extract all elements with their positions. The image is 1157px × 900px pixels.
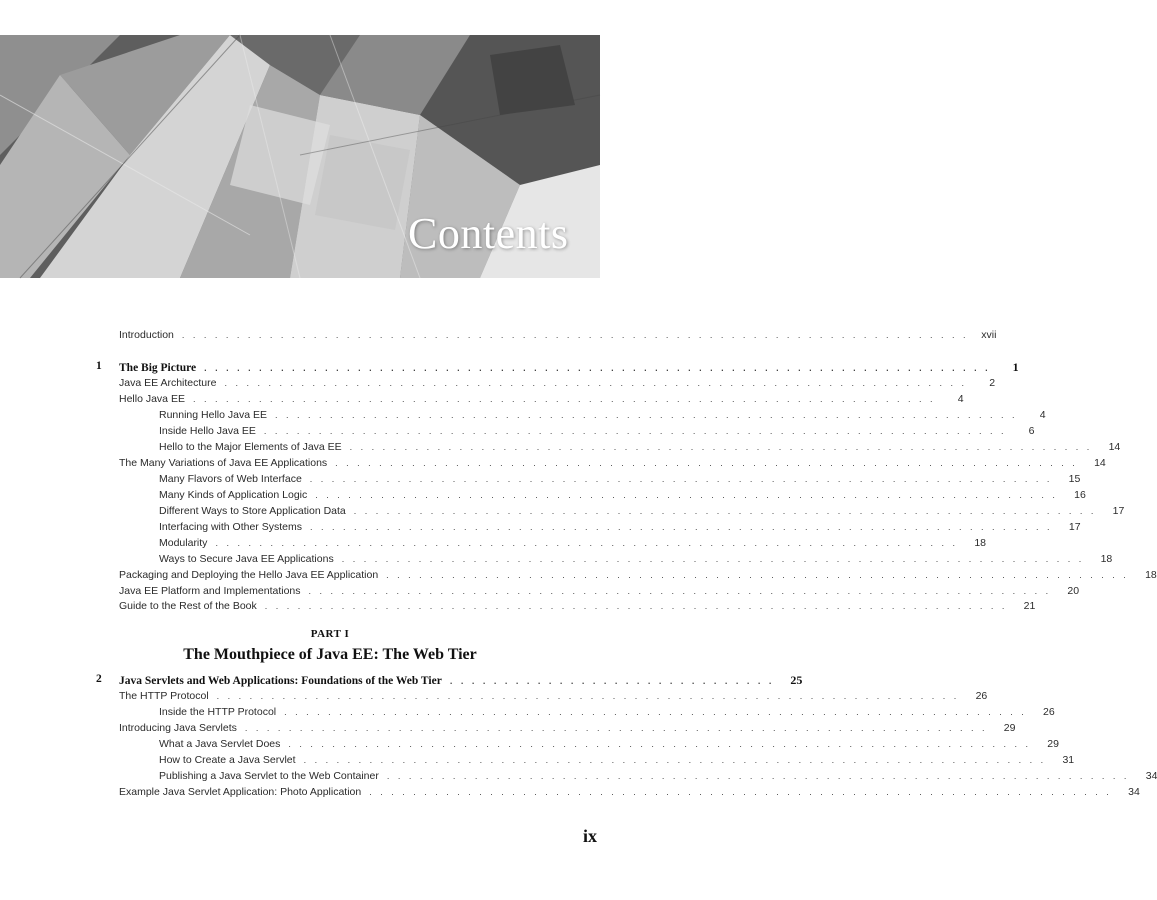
dot-leader: . . . . . . . . . . . . . . . . . . . . . . . . . . . . . . . . . . . . . . . . . . . . . . . . . . . . . . . . . . . . . . . . . . . .: [264, 601, 1008, 611]
toc-entry-label: The Many Variations of Java EE Applications: [119, 457, 328, 469]
toc-entry-page: 31: [1062, 754, 1075, 766]
toc-entry-page: 26: [975, 690, 988, 702]
dot-leader: . . . . . . . . . . . . . . . . . . . . . . . . . . . . . . . . . . . . . . . . . . . . . . . . . . . . . . . . . . . . . . . . . . . .: [288, 739, 1031, 749]
toc-entry-page: 4: [1039, 409, 1046, 421]
dot-leader: . . . . . . . . . . . . . . . . . . . . . . . . . . . . . . . . . . . . . . . . . . . . . . . . . . . . . . . . . . . . . . . . . . . .: [315, 490, 1058, 500]
toc-entry: [159, 441, 1121, 453]
toc-entry-label: Running Hello Java EE: [159, 409, 267, 421]
toc-entry-page: 16: [1074, 489, 1086, 501]
toc-entry: [119, 600, 1036, 612]
toc-chapter-1: [119, 360, 1019, 375]
toc-entry-page: 18: [974, 537, 987, 549]
toc-entry: [119, 786, 1140, 798]
toc-entry: [159, 537, 987, 549]
toc-entry-page: 18: [1100, 553, 1113, 565]
dot-leader: . . . . . . . . . . . . . . . . . . . . . . . . . . . . . . . . . . . . . . . . . . . . . . . . . . . . . . . . . . . . . . . . . . . .: [303, 755, 1047, 765]
dot-leader: . . . . . . . . . . . . . . . . . . . . . . . . . . . . . . . . . . . . . . . . . . . . . . . . . . . . . . . . . . . . . . . . . . . .: [341, 554, 1085, 564]
dot-leader: . . . . . . . . . . . . . . . . . . . . . . . . . . . . . . . . . . . . . . . . . . . . . . . . . . . . . . . . . . . . . . . . . . . .: [263, 426, 1007, 436]
page-title: Contents: [408, 209, 569, 258]
dot-leader: . . . . . . . . . . . . . . . . . . . . . . . . . . . . . . . . . . . . . . . . . . . . . . . . . . . . . . . . . . . . . . . . . . . .: [353, 506, 1097, 516]
dot-leader: . . . . . . . . . . . . . . . . . . . . . . . . . . . . . . . . . . . . . . . . . . . . . . . . . . . . . . . . . . . . . . . . . . . . . . . .: [181, 330, 969, 340]
toc-entry-label: The HTTP Protocol: [119, 690, 209, 702]
toc-entry-label: Interfacing with Other Systems: [159, 521, 302, 533]
toc-entry: [159, 489, 1086, 501]
toc-entry-label: How to Create a Java Servlet: [159, 754, 296, 766]
toc-entry: [159, 738, 1059, 750]
toc-entry: [159, 770, 1157, 782]
dot-leader: . . . . . . . . . . . . . . . . . . . . . . . . . . . . . . . . . . . . . . . . . . . . . . . . . . . . . . . . . . . . . . . . . . . .: [308, 586, 1052, 596]
dot-leader: . . . . . . . . . . . . . . . . . . . . . . . . . . . . . . . . . . . . . . . . . . . . . . . . . . . . . . . . . . . . . . . . . . . .: [192, 394, 936, 404]
toc-entry: [119, 393, 964, 405]
toc-entry-label: Guide to the Rest of the Book: [119, 600, 257, 612]
toc-entry-page: 26: [1043, 706, 1055, 718]
chapter-title: The Big Picture: [119, 362, 197, 374]
toc-entry: [159, 473, 1081, 485]
toc-entry-label: Introducing Java Servlets: [119, 722, 237, 734]
dot-leader: . . . . . . . . . . . . . . . . . . . . . . . . . . . . . .: [449, 676, 775, 686]
toc-entry-page: 17: [1112, 505, 1125, 517]
dot-leader: . . . . . . . . . . . . . . . . . . . . . . . . . . . . . . . . . . . . . . . . . . . . . . . . . . . . . . . . . . . . . . . . . . . .: [215, 538, 959, 548]
toc-entry-label: Introduction: [119, 329, 174, 341]
dot-leader: . . . . . . . . . . . . . . . . . . . . . . . . . . . . . . . . . . . . . . . . . . . . . . . . . . . . . . . . . . . . . . . . . . . .: [369, 787, 1112, 797]
toc-entry: [119, 722, 1016, 734]
toc-entry: [119, 690, 988, 702]
toc-entry: [159, 409, 1046, 421]
dot-leader: . . . . . . . . . . . . . . . . . . . . . . . . . . . . . . . . . . . . . . . . . . . . . . . . . . . . . . . . . . . . . . . . . . . .: [216, 691, 960, 701]
part-title: The Mouthpiece of Java EE: The Web Tier: [183, 646, 477, 663]
toc-entry-label: Many Flavors of Web Interface: [159, 473, 302, 485]
chapter-page: 25: [790, 673, 803, 687]
toc-entry-page: xvii: [981, 329, 997, 341]
toc-entry-page: 20: [1067, 585, 1080, 597]
toc-entry-label: Java EE Architecture: [119, 377, 217, 389]
toc-entry: [159, 706, 1055, 718]
dot-leader: . . . . . . . . . . . . . . . . . . . . . . . . . . . . . . . . . . . . . . . . . . . . . . . . . . . . . . . . . . . . . . . . . . . .: [284, 707, 1027, 717]
dot-leader: . . . . . . . . . . . . . . . . . . . . . . . . . . . . . . . . . . . . . . . . . . . . . . . . . . . . . . . . . . . . . . . . . . . .: [224, 378, 968, 388]
toc-entry-label: Many Kinds of Application Logic: [159, 489, 308, 501]
chapter-title: Java Servlets and Web Applications: Foundations of the Web Tier: [119, 675, 442, 687]
dot-leader: . . . . . . . . . . . . . . . . . . . . . . . . . . . . . . . . . . . . . . . . . . . . . . . . . . . . . . . . . . . . . . . . . . . .: [244, 723, 988, 733]
toc-entry-page: 18: [1145, 569, 1157, 581]
dot-leader: . . . . . . . . . . . . . . . . . . . . . . . . . . . . . . . . . . . . . . . . . . . . . . . . . . . . . . . . . . . . . . . . . . . .: [386, 771, 1130, 781]
toc-entry-page: 29: [1047, 738, 1059, 750]
toc-entry: [159, 553, 1113, 565]
chapter-number: 1: [96, 360, 102, 372]
dot-leader: . . . . . . . . . . . . . . . . . . . . . . . . . . . . . . . . . . . . . . . . . . . . . . . . . . . . . . . . . . . . . . . . . . . .: [309, 474, 1053, 484]
toc-entry: [119, 585, 1080, 597]
dot-leader: . . . . . . . . . . . . . . . . . . . . . . . . . . . . . . . . . . . . . . . . . . . . . . . . . . . . . . . . . . . . . . . . . . . . . . . .: [204, 363, 991, 373]
toc-entry-label: Java EE Platform and Implementations: [119, 585, 301, 597]
dot-leader: . . . . . . . . . . . . . . . . . . . . . . . . . . . . . . . . . . . . . . . . . . . . . . . . . . . . . . . . . . . . . . . . . . . .: [386, 570, 1129, 580]
toc-entry-page: 15: [1068, 473, 1081, 485]
toc-entry-label: Modularity: [159, 537, 208, 549]
header-banner-image: [0, 35, 600, 278]
toc-entry: [119, 569, 1157, 581]
toc-entry-label: Hello Java EE: [119, 393, 185, 405]
toc-entry-label: Different Ways to Store Application Data: [159, 505, 346, 517]
toc-entry-label: Example Java Servlet Application: Photo Application: [119, 786, 362, 798]
toc-entry-label: Packaging and Deploying the Hello Java EE Application: [119, 569, 379, 581]
toc-entry-label: Publishing a Java Servlet to the Web Container: [159, 770, 379, 782]
chapter-number: 2: [96, 673, 102, 685]
toc-entry: [159, 754, 1075, 766]
toc-entry-label: Inside Hello Java EE: [159, 425, 256, 437]
toc-entry: [159, 505, 1125, 517]
toc-entry: [119, 377, 996, 389]
toc-entry: [119, 457, 1106, 469]
toc-entry-label: Inside the HTTP Protocol: [159, 706, 277, 718]
dot-leader: . . . . . . . . . . . . . . . . . . . . . . . . . . . . . . . . . . . . . . . . . . . . . . . . . . . . . . . . . . . . . . . . . . . .: [335, 458, 1078, 468]
toc-chapter-2: [119, 673, 803, 688]
part-label: PART I: [310, 628, 350, 640]
toc-entry-page: 29: [1003, 722, 1016, 734]
dot-leader: . . . . . . . . . . . . . . . . . . . . . . . . . . . . . . . . . . . . . . . . . . . . . . . . . . . . . . . . . . . . . . . . . . . .: [349, 442, 1093, 452]
toc-entry-page: 14: [1094, 457, 1106, 469]
page-folio: ix: [583, 826, 598, 846]
toc-entry-page: 17: [1068, 521, 1081, 533]
toc-entry-page: 14: [1108, 441, 1121, 453]
toc-entry: [159, 521, 1081, 533]
toc-entry-page: 4: [957, 393, 964, 405]
toc-entry-label: Ways to Secure Java EE Applications: [159, 553, 334, 565]
chapter-page: 1: [1012, 360, 1019, 374]
toc-entry-label: What a Java Servlet Does: [159, 738, 281, 750]
toc-entry-introduction: [119, 329, 997, 341]
toc-entry-page: 34: [1145, 770, 1157, 782]
toc-entry-page: 34: [1128, 786, 1140, 798]
dot-leader: . . . . . . . . . . . . . . . . . . . . . . . . . . . . . . . . . . . . . . . . . . . . . . . . . . . . . . . . . . . . . . . . . . . .: [309, 522, 1053, 532]
toc-entry-page: 2: [989, 377, 996, 389]
toc-entry-page: 21: [1023, 600, 1036, 612]
dot-leader: . . . . . . . . . . . . . . . . . . . . . . . . . . . . . . . . . . . . . . . . . . . . . . . . . . . . . . . . . . . . . . . . . . . .: [274, 410, 1018, 420]
toc-entry: [159, 425, 1035, 437]
toc-entry-page: 6: [1028, 425, 1035, 437]
toc-entry-label: Hello to the Major Elements of Java EE: [159, 441, 342, 453]
